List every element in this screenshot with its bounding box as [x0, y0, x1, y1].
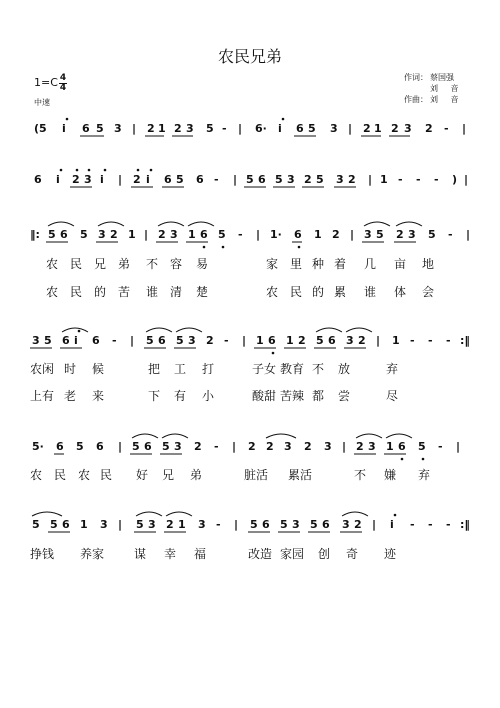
time-signature-bottom: 4: [59, 82, 67, 93]
note: 5: [176, 334, 184, 347]
dash: -: [112, 334, 117, 347]
lyric-word: 工: [174, 362, 187, 376]
note: 1: [392, 334, 400, 347]
note: 3: [198, 518, 206, 531]
note: 6: [34, 173, 42, 186]
lyric-word: 种: [312, 257, 325, 271]
dash: -: [434, 173, 439, 186]
slur: [32, 512, 62, 516]
note: 2: [391, 122, 399, 135]
slur: [98, 222, 124, 226]
note: 6: [294, 228, 302, 241]
dash: -: [428, 518, 433, 531]
octave-dot-below: [401, 458, 404, 461]
note: 5: [80, 228, 88, 241]
note: 6: [196, 173, 204, 186]
lyric-word: 养家: [80, 547, 105, 561]
lyric-word: 农: [266, 285, 279, 299]
note: 2: [266, 440, 274, 453]
note: 3: [342, 518, 350, 531]
lyric-word: 的: [94, 285, 107, 299]
lyric-word: 的: [312, 285, 325, 299]
lyric-word: 老: [64, 389, 77, 403]
barline: |: [233, 173, 238, 186]
lyric-word: 会: [422, 285, 435, 299]
dash: -: [222, 122, 227, 135]
note: 1: [256, 334, 264, 347]
barline: |: [256, 228, 261, 241]
note: 3: [84, 173, 92, 186]
note: 3: [32, 334, 40, 347]
composer: 刘 音: [430, 95, 464, 104]
lyric-word: 都: [312, 389, 325, 403]
note: 5: [48, 228, 56, 241]
note: 2: [304, 440, 312, 453]
slur: [356, 434, 382, 438]
note: 3: [287, 173, 295, 186]
lyric-word: 家园: [280, 547, 305, 561]
octave-dot-above: [76, 169, 79, 172]
note: 1: [188, 228, 196, 241]
lyric-word: 家: [266, 257, 279, 271]
note: 5: [96, 122, 104, 135]
note: 3: [404, 122, 412, 135]
note: 3: [114, 122, 122, 135]
dash: -: [410, 334, 415, 347]
note: 5: [316, 334, 324, 347]
note: 5: [308, 122, 316, 135]
note: i: [100, 173, 104, 186]
lyric-word: 尽: [386, 389, 399, 403]
lyric-word: 好: [136, 468, 149, 482]
note: 2: [133, 173, 141, 186]
note: 6: [398, 440, 406, 453]
lyric-word: 苦辣: [280, 389, 305, 403]
slur: [316, 328, 342, 332]
octave-dot-above: [66, 118, 69, 121]
lyricist-2: 刘 音: [430, 84, 464, 93]
lyric-word: 体: [394, 285, 407, 299]
song-title: 农民兄弟: [217, 47, 282, 66]
lyric-word: 尝: [338, 389, 351, 403]
note: 2: [363, 122, 371, 135]
note: 5: [76, 440, 84, 453]
slur: [396, 222, 422, 226]
barline: |: [342, 440, 347, 453]
slur: [146, 328, 172, 332]
slur: [346, 328, 372, 332]
note: 3: [186, 122, 194, 135]
note: 2: [425, 122, 433, 135]
composer-label: 作曲：: [404, 95, 428, 104]
note: 3: [188, 334, 196, 347]
barline: |: [132, 122, 137, 135]
note: i: [74, 334, 78, 347]
lyric-word: 地: [422, 257, 435, 271]
octave-dot-below: [203, 246, 206, 249]
slur: [62, 328, 88, 332]
octave-dot-above: [282, 118, 285, 121]
lyric-word: 候: [92, 362, 105, 376]
note: 6: [92, 334, 100, 347]
note: 3: [174, 440, 182, 453]
lyric-word: 弃: [386, 362, 399, 376]
note: 1: [380, 173, 388, 186]
note: 1·: [270, 228, 282, 241]
lyric-word: 累活: [288, 468, 313, 482]
note: 1: [158, 122, 166, 135]
lyric-word: 易: [196, 257, 209, 271]
lyric-word: 挣钱: [30, 547, 55, 561]
note: 2: [298, 334, 306, 347]
note: 6: [96, 440, 104, 453]
note: 3: [368, 440, 376, 453]
lyric-word: 下: [148, 389, 161, 403]
lyric-word: 弟: [118, 257, 131, 271]
barline: ‖:: [30, 228, 40, 241]
note: 2: [358, 334, 366, 347]
lyric-word: 弟: [190, 468, 203, 482]
lyric-word: 兄: [162, 468, 175, 482]
barline: |: [462, 122, 467, 135]
lyric-word: 时: [64, 362, 77, 376]
lyric-word: 迹: [384, 547, 397, 561]
note: 5: [316, 173, 324, 186]
note: 5: [146, 334, 154, 347]
note: 5: [428, 228, 436, 241]
note: 2: [166, 518, 174, 531]
barline: |: [118, 518, 123, 531]
octave-dot-above: [137, 169, 140, 172]
lyric-word: 奇: [346, 547, 359, 561]
note: 6: [328, 334, 336, 347]
barline: |: [372, 518, 377, 531]
slur: [342, 512, 368, 516]
note: 1: [178, 518, 186, 531]
note: 3: [330, 122, 338, 135]
barline: |: [238, 122, 243, 135]
note: 3: [336, 173, 344, 186]
lyric-word: 农: [46, 257, 59, 271]
note: 2: [332, 228, 340, 241]
note: 6: [262, 518, 270, 531]
note: (5: [34, 122, 47, 135]
note: 2: [304, 173, 312, 186]
barline: |: [242, 334, 247, 347]
dash: -: [398, 173, 403, 186]
lyric-word: 民: [100, 468, 113, 482]
lyric-word: 不: [312, 362, 325, 376]
note: 5: [310, 518, 318, 531]
barline: |: [466, 228, 471, 241]
lyric-word: 民: [70, 285, 83, 299]
dash: -: [446, 334, 451, 347]
note: 3: [170, 228, 178, 241]
barline: |: [144, 228, 149, 241]
note: 5·: [32, 440, 44, 453]
octave-dot-above: [78, 330, 81, 333]
lyric-word: 小: [202, 389, 215, 403]
lyric-word: 有: [174, 389, 187, 403]
note: 5: [246, 173, 254, 186]
slur: [162, 434, 188, 438]
lyric-word: 创: [318, 547, 331, 561]
note: 6: [158, 334, 166, 347]
note: i: [56, 173, 60, 186]
barline: |: [234, 518, 239, 531]
barline: |: [456, 440, 461, 453]
note: 1: [128, 228, 136, 241]
time-signature-top: 4: [59, 72, 67, 83]
note: 2: [248, 440, 256, 453]
note: 2: [348, 173, 356, 186]
note: 5: [44, 334, 52, 347]
note: i: [146, 173, 150, 186]
lyric-word: 亩: [394, 257, 407, 271]
note: 1: [314, 228, 322, 241]
note: 6: [62, 334, 70, 347]
note: 3: [100, 518, 108, 531]
lyric-word: 来: [92, 389, 105, 403]
note: 1: [374, 122, 382, 135]
lyric-word: 农: [78, 468, 91, 482]
note: 5: [206, 122, 214, 135]
lyric-word: 民: [54, 468, 67, 482]
dash: -: [214, 173, 219, 186]
note: 5: [176, 173, 184, 186]
lyric-word: 酸甜: [252, 389, 277, 403]
lyric-word: 着: [334, 257, 347, 271]
note: 5: [250, 518, 258, 531]
lyric-word: 教育: [280, 362, 305, 376]
note: 2: [158, 228, 166, 241]
slur: [386, 434, 412, 438]
note: 6: [60, 228, 68, 241]
lyric-word: 容: [170, 257, 183, 271]
note: 2: [396, 228, 404, 241]
lyric-word: 清: [170, 285, 183, 299]
dash: -: [238, 228, 243, 241]
lyric-word: 不: [146, 257, 159, 271]
note: 3: [284, 440, 292, 453]
lyric-word: 改造: [248, 547, 273, 561]
slur: [266, 434, 296, 438]
note: 6: [268, 334, 276, 347]
dash: -: [224, 334, 229, 347]
note: 3: [408, 228, 416, 241]
note: 5: [418, 440, 426, 453]
dash: -: [416, 173, 421, 186]
note: ): [452, 173, 458, 186]
note: 2: [72, 173, 80, 186]
lyric-word: 放: [338, 362, 351, 376]
lyric-word: 不: [354, 468, 367, 482]
lyric-word: 累: [334, 285, 347, 299]
dash: -: [410, 518, 415, 531]
note: 6: [56, 440, 64, 453]
note: 3: [364, 228, 372, 241]
octave-dot-below: [222, 246, 225, 249]
octave-dot-above: [60, 169, 63, 172]
barline: :‖: [460, 518, 470, 531]
octave-dot-above: [394, 514, 397, 517]
lyric-word: 农: [30, 468, 43, 482]
barline: :‖: [460, 334, 470, 347]
note: 3: [98, 228, 106, 241]
slur: [136, 512, 162, 516]
slur: [188, 222, 214, 226]
lyric-word: 里: [290, 257, 303, 271]
note: i: [62, 122, 66, 135]
octave-dot-below: [272, 352, 275, 355]
note: 5: [275, 173, 283, 186]
lyric-word: 楚: [196, 285, 209, 299]
slur: [132, 434, 158, 438]
note: 6: [144, 440, 152, 453]
lyric-word: 民: [70, 257, 83, 271]
note: 2: [354, 518, 362, 531]
note: i: [390, 518, 394, 531]
note: 1: [286, 334, 294, 347]
barline: |: [348, 122, 353, 135]
tempo-marking: 中速: [34, 98, 50, 107]
slur: [158, 222, 184, 226]
barline: |: [118, 440, 123, 453]
note: 3: [346, 334, 354, 347]
barline: |: [368, 173, 373, 186]
barline: |: [350, 228, 355, 241]
octave-dot-below: [422, 458, 425, 461]
note: 1: [386, 440, 394, 453]
lyric-word: 谁: [146, 285, 159, 299]
octave-dot-above: [88, 169, 91, 172]
lyricist-1: 蔡国强: [430, 73, 454, 82]
note: 6: [200, 228, 208, 241]
dash: -: [214, 440, 219, 453]
note: 6: [258, 173, 266, 186]
lyric-word: 脏活: [244, 468, 269, 482]
note: 6: [62, 518, 70, 531]
dash: -: [216, 518, 221, 531]
note: 2: [174, 122, 182, 135]
lyric-word: 苦: [118, 285, 131, 299]
note: 5: [136, 518, 144, 531]
note: 5: [50, 518, 58, 531]
octave-dot-above: [150, 169, 153, 172]
dash: -: [428, 334, 433, 347]
lyric-word: 上有: [30, 389, 55, 403]
note: 5: [280, 518, 288, 531]
note: 5: [218, 228, 226, 241]
slur: [364, 222, 390, 226]
lyric-word: 子女: [252, 362, 277, 376]
lyric-word: 谁: [364, 285, 377, 299]
note: 3: [324, 440, 332, 453]
slur: [48, 222, 74, 226]
note: 2: [206, 334, 214, 347]
note: i: [278, 122, 282, 135]
slur: [166, 512, 192, 516]
note: 6: [82, 122, 90, 135]
lyric-word: 嫌: [384, 468, 397, 482]
note: 6: [322, 518, 330, 531]
note: 2: [356, 440, 364, 453]
note: 6: [164, 173, 172, 186]
note: 1: [80, 518, 88, 531]
lyric-word: 福: [194, 547, 207, 561]
slur: [176, 328, 202, 332]
lyric-word: 农闲: [30, 362, 55, 376]
octave-dot-above: [104, 169, 107, 172]
lyric-word: 弃: [418, 468, 431, 482]
barline: |: [118, 173, 123, 186]
note: 6·: [255, 122, 267, 135]
note: 5: [376, 228, 384, 241]
key-text: 1=C: [34, 76, 58, 89]
note: 5: [132, 440, 140, 453]
dash: -: [444, 122, 449, 135]
lyric-word: 几: [364, 257, 377, 271]
note: 5: [162, 440, 170, 453]
lyric-word: 谋: [134, 547, 147, 561]
lyric-word: 打: [202, 362, 215, 376]
barline: |: [130, 334, 135, 347]
lyric-word: 兄: [94, 257, 107, 271]
note: 2: [194, 440, 202, 453]
lyric-word: 把: [148, 362, 161, 376]
dash: -: [438, 440, 443, 453]
note: 3: [292, 518, 300, 531]
lyric-word: 幸: [164, 547, 177, 561]
barline: |: [376, 334, 381, 347]
octave-dot-below: [298, 246, 301, 249]
note: 3: [148, 518, 156, 531]
lyricist-label: 作词：: [404, 73, 428, 82]
note: 2: [147, 122, 155, 135]
dash: -: [446, 518, 451, 531]
note: 5: [32, 518, 40, 531]
barline: |: [464, 173, 469, 186]
note: 6: [296, 122, 304, 135]
lyric-word: 民: [290, 285, 303, 299]
note: 2: [110, 228, 118, 241]
barline: |: [232, 440, 237, 453]
lyric-word: 农: [46, 285, 59, 299]
dash: -: [448, 228, 453, 241]
